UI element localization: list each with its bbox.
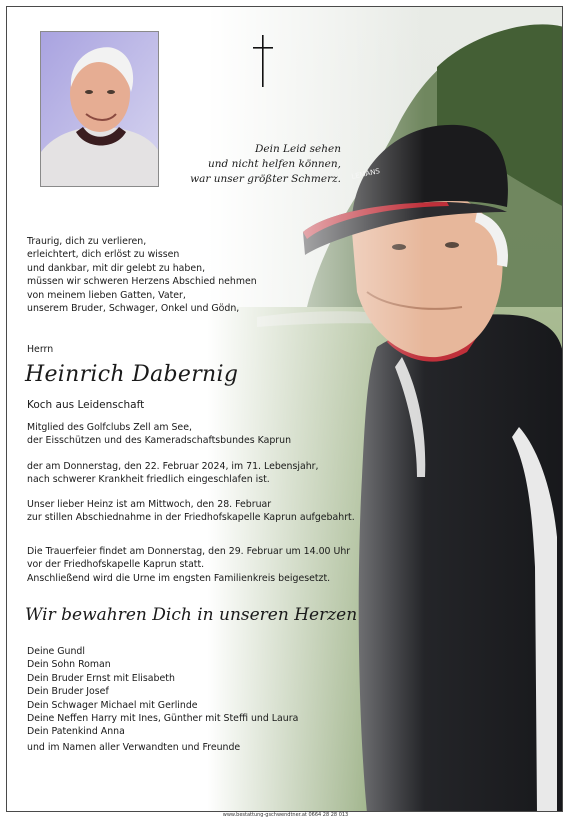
family-member: Deine Neffen Harry mit Ines, Günther mit Steffi und Laura [27,713,299,725]
deceased-name: Heinrich Dabernig [25,362,239,387]
funeral-line: vor der Friedhofskapelle Kaprun statt. [27,559,205,571]
membership-block [27,421,291,448]
poem-line: müssen wir schweren Herzens Abschied nehmen [27,276,257,288]
family-member: Deine Gundl [27,646,85,657]
death-line: nach schwerer Krankheit friedlich eingeschlafen ist. [27,474,270,486]
family-member: Dein Schwager Michael mit Gerlinde [27,699,198,711]
family-closing: und im Namen aller Verwandten und Freunde [27,741,241,753]
quote-line: und nicht helfen können, [208,158,341,170]
viewing-line: zur stillen Abschiednahme in der Friedhofskapelle Kaprun aufgebahrt. [27,512,355,524]
family-list [27,645,298,754]
viewing-line: Unser lieber Heinz ist am Mittwoch, den 28. Februar [27,499,272,510]
family-member: Dein Sohn Roman [27,659,111,671]
salutation: Herrn [27,344,54,355]
family-member: Dein Bruder Ernst mit Elisabeth [27,672,175,684]
funeral-home-footer: www.bestattung-gschwendtner.at 0664 28 28 013 [222,812,349,818]
poem-line: und dankbar, mit dir gelebt zu haben, [27,262,206,274]
funeral-notice [27,545,350,585]
death-notice [27,460,319,487]
membership-line: der Eisschützen und des Kameradschaftsbundes Kaprun [27,435,292,447]
quote-line: war unser größter Schmerz. [190,173,341,185]
poem-line: Traurig, dich zu verlieren, [27,236,147,247]
obituary-card [6,6,563,812]
cross-icon [252,35,274,87]
funeral-line: Anschließend wird die Urne im engsten Familienkreis beigesetzt. [27,572,331,584]
family-member: Dein Bruder Josef [27,686,109,698]
motto-heading: Wir bewahren Dich in unseren Herzen [25,605,358,625]
family-member: Dein Patenkind Anna [27,726,125,738]
farewell-poem [27,235,257,315]
poem-line: von meinem lieben Gatten, Vater, [27,289,186,301]
quote-block [179,142,341,187]
poem-line: erleichtert, dich erlöst zu wissen [27,249,180,261]
death-line: der am Donnerstag, den 22. Februar 2024, im 71. Lebensjahr, [27,461,319,472]
viewing-notice [27,498,355,525]
poem-line: unserem Bruder, Schwager, Onkel und Gödn, [27,303,240,315]
funeral-line: Die Trauerfeier findet am Donnerstag, den 29. Februar um 14.00 Uhr [27,546,351,557]
small-portrait-photo [40,31,159,187]
membership-line: Mitglied des Golfclubs Zell am See, [27,422,192,433]
deceased-tagline: Koch aus Leidenschaft [27,399,145,411]
quote-line: Dein Leid sehen [254,143,341,155]
